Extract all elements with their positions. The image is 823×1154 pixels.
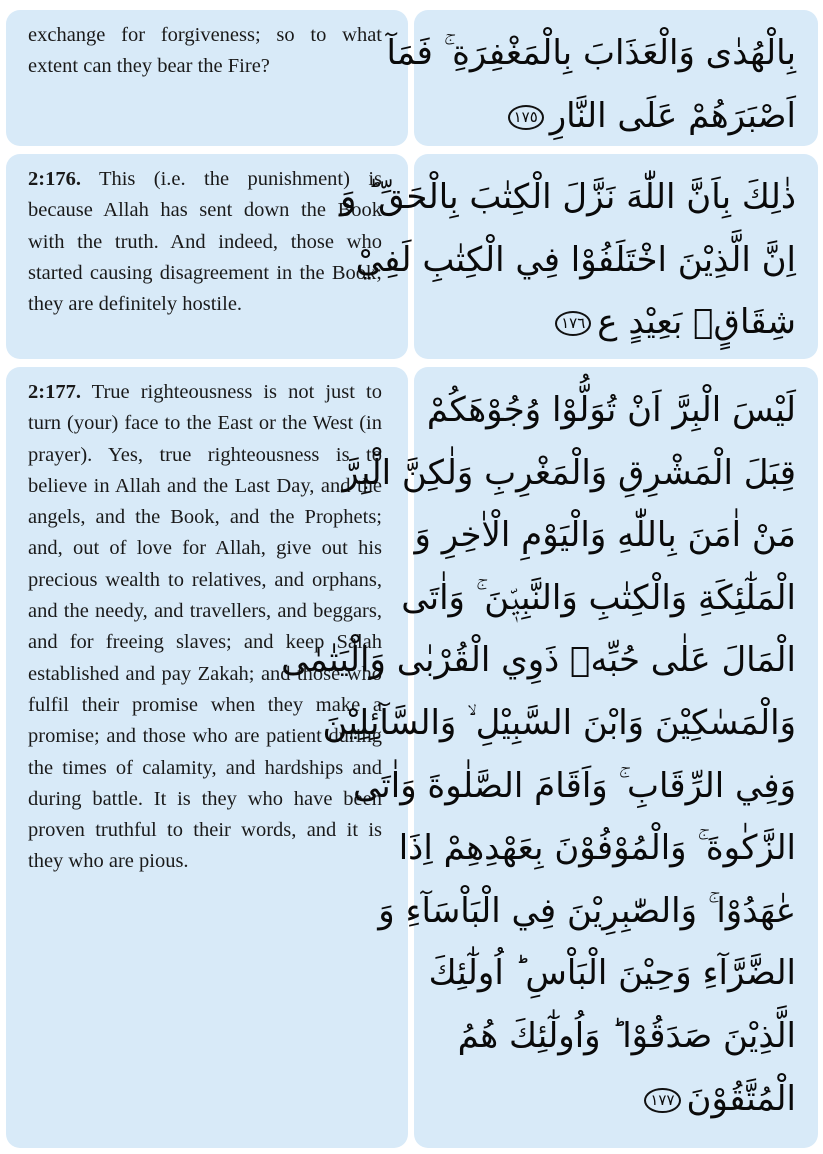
arabic-cell-176 (340, 154, 818, 359)
arabic-line: اِنَّ الَّذِيْنَ اخْتَلَفُوْا فِي الْكِتٰبِ لَفِيْ (355, 239, 796, 280)
arabic-line: الْمَالَ عَلٰى حُبِّهٖ ذَوِي الْقُرْبٰى وَالْيَتٰمٰى (281, 640, 796, 681)
arabic-line (432, 291, 796, 354)
arabic-line-text: شِقَاقٍۭ بَعِيْدٍ ع (597, 302, 796, 343)
verse-end-marker: ١٧٧ (644, 1088, 680, 1113)
verse-number: 2:177. (28, 381, 81, 403)
arabic-cell-175 (386, 10, 818, 146)
arabic-line: وَالْمَسٰكِيْنَ وَابْنَ السَّبِيْلِ ۙ وَالسَّآئِلِيْنَ (322, 702, 796, 743)
arabic-line: عٰهَدُوْا ۚ وَالصّٰبِرِيْنَ فِي الْبَاْسَآءِ وَ (378, 890, 796, 931)
arabic-line-text: الْمُتَّقُوْنَ (686, 1078, 796, 1119)
arabic-line-text: اَصْبَرَهُمْ عَلَى النَّارِ (549, 95, 796, 136)
arabic-line: الَّذِيْنَ صَدَقُوْا ؕ وَاُولٰٓئِكَ هُمُ (457, 1015, 796, 1056)
verse-end-marker: ١٧٦ (555, 311, 591, 336)
arabic-line: الْمَلٰٓئِكَةِ وَالْكِتٰبِ وَالنَّبِيّٖنَ ۚ وَاٰتَى (401, 577, 796, 618)
arabic-line: ذٰلِكَ بِاَنَّ اللّٰهَ نَزَّلَ الْكِتٰبَ بِالْحَقِّ ؕ وَ (340, 177, 796, 217)
arabic-line (432, 1068, 796, 1131)
arabic-line: قِبَلَ الْمَشْرِقِ وَالْمَغْرِبِ وَلٰكِنَّ الْبِرَّ (342, 452, 796, 493)
translation-text: True righteousness is not just to turn (your) face to the East or the West (in prayer). Yes, true righteousness is to believe in Allah and the Last Day, and the angels, and the Book, and the Prophets; and, out of love for Allah, give out his precious wealth to relatives, and orphans, and the needy, and travellers, and beggars, and for freeing slaves; and keep Salah established and pay Zakah; and those who fulfil their promise when they make a promise; and those who are patient during the times of calamity, and hardships and during battle. It is they who have been proven truthful to their words, and it is they who are pious. (28, 381, 382, 873)
arabic-cell-177 (281, 367, 818, 1148)
arabic-line: الضَّرَّآءِ وَحِيْنَ الْبَاْسِ ؕ اُولٰٓئِكَ (428, 953, 796, 994)
arabic-line: وَفِي الرِّقَابِ ۚ وَاَقَامَ الصَّلٰوةَ وَاٰتَى (352, 765, 796, 806)
arabic-line: الزَّكٰوةَ ۚ وَالْمُوْفُوْنَ بِعَهْدِهِمْ اِذَا (398, 828, 796, 869)
arabic-line (432, 85, 796, 148)
arabic-line: لَيْسَ الْبِرَّ اَنْ تُوَلُّوْا وُجُوْهَكُمْ (426, 390, 796, 430)
translation-text: This (i.e. the punishment) is because Allah has sent down the Book with the truth. And indeed, those who started causing disagreement in the Book; they are definitely hostile. (28, 168, 382, 316)
translation-cell-175 (6, 10, 408, 146)
arabic-line: مَنْ اٰمَنَ بِاللّٰهِ وَالْيَوْمِ الْاٰخِرِ وَ (414, 515, 796, 556)
arabic-line: بِالْهُدٰى وَالْعَذَابَ بِالْمَغْفِرَةِ ۚ فَمَآ (386, 33, 796, 73)
verse-end-marker: ١٧٥ (508, 105, 544, 130)
translation-text: exchange for forgiveness; so to what extent can they bear the Fire? (28, 24, 382, 78)
verse-number: 2:176. (28, 168, 81, 190)
